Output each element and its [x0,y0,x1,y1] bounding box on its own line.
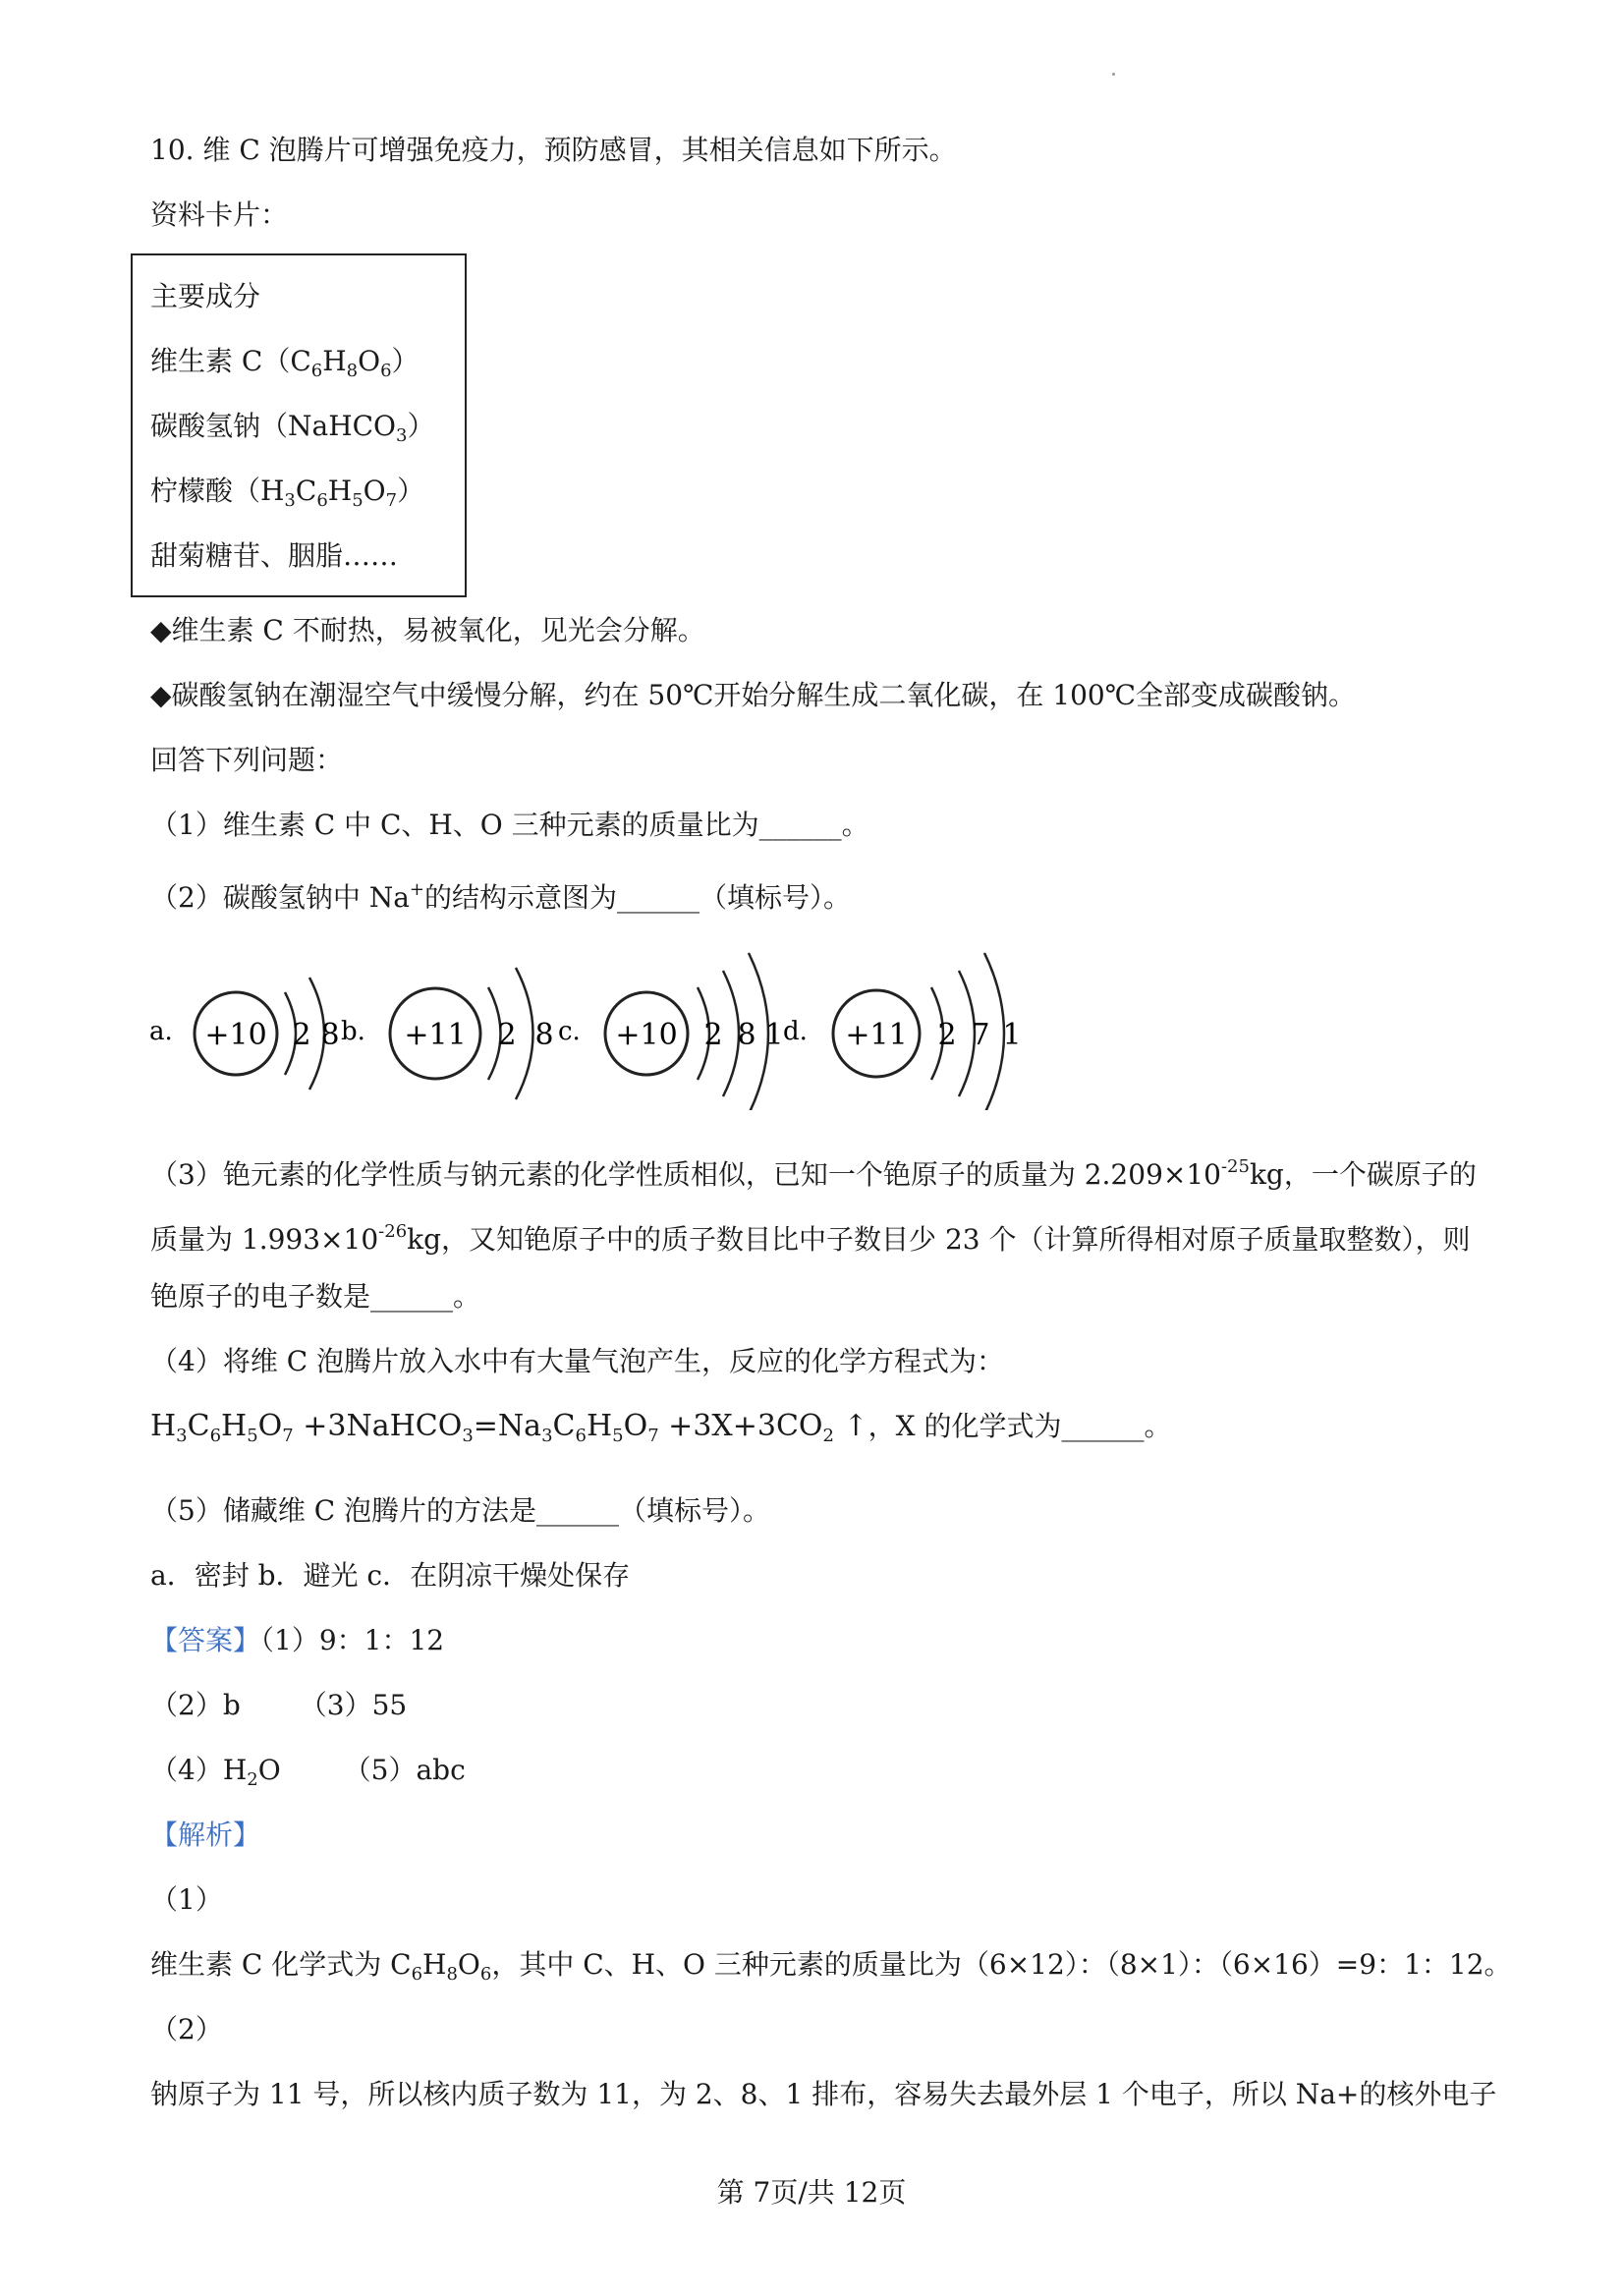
gas-arrow-icon: ↑ [843,1409,868,1443]
diagram-label-b: b. [341,1017,365,1046]
question-4-equation: $H_3C_6H_5O_7$ $+3NaHCO_3=Na_3C_6H_5O_7 +3X+3CO_2$ ↑，X 的化学式为______。 [150,1409,1172,1446]
shell-count-c-3: 1 [764,1018,784,1052]
page-speck [1112,73,1115,76]
question-3-line-2: 质量为 $1.993\times 10^{-26}kg$，又知铯原子中的质子数目比中子数目少 23 个（计算所得相对原子质量取整数），则 [150,1221,1471,1256]
fact-vitamin-c: ◆维生素 C 不耐热，易被氧化，见光会分解。 [150,614,705,646]
nucleus-charge-c: +10 [615,1018,678,1052]
card-heading: 主要成分 [150,280,261,312]
shell-count-b-2: 8 [534,1018,554,1052]
answer-line-2: （2）b （3）55 [150,1689,408,1721]
analysis-label: 【解析】 [150,1819,261,1851]
analysis-1-text: 维生素 C 化学式为 $C_6H_8O_6$，其中 C、H、O 三种元素的质量比为（6×12）：（8×1）：（6×16）=9：1：12。 [150,1948,1512,1985]
shell-count-b-1: 2 [497,1018,517,1052]
answer-prompt: 回答下列问题： [150,744,344,776]
question-5-options: a．密封 b．避光 c．在阴凉干燥处保存 [150,1559,631,1592]
page-footer: 第 7页/共 12页 [716,2176,907,2209]
question-3-line-3: 铯原子的电子数是______。 [150,1280,481,1313]
card-label: 资料卡片： [150,198,289,231]
diagram-label-a: a. [149,1017,173,1046]
question-3-line-1: （3）铯元素的化学性质与钠元素的化学性质相似，已知一个铯原子的质量为 $2.209\times 10^{-25}kg$，一个碳原子的 [150,1156,1477,1191]
analysis-2-text: 钠原子为 11 号，所以核内质子数为 11，为 2、8、1 排布，容易失去最外层 1 个电子，所以 Na+的核外电子 [150,2078,1497,2110]
shell-count-d-2: 7 [971,1018,990,1052]
diagram-label-d: d. [783,1017,808,1046]
diagram-label-c: c. [558,1017,581,1046]
diagram-a [149,978,340,1090]
shell-count-c-1: 2 [703,1018,723,1052]
nucleus-charge-d: +11 [845,1018,908,1052]
nucleus-charge-b: +11 [404,1018,467,1052]
ion-structure-diagrams [138,924,1041,1110]
analysis-1-head: （1） [150,1883,223,1916]
chemical-equation: $H_3C_6H_5O_7$ $+3NaHCO_3=Na_3C_6H_5O_7 +3X+3CO_2$ ↑ [150,1409,868,1446]
shell-count-d-1: 2 [937,1018,957,1052]
card-others: 甜菊糖苷、胭脂…… [150,539,399,572]
diagram-d [783,953,1022,1110]
shell-count-d-3: 1 [1002,1018,1022,1052]
question-1: （1）维生素 C 中 C、H、O 三种元素的质量比为______。 [150,809,869,841]
nucleus-charge-a: +10 [204,1018,267,1052]
fact-nahco3: ◆碳酸氢钠在潮湿空气中缓慢分解，约在 50℃开始分解生成二氧化碳，在 100℃全部变成碳酸钠。 [150,679,1357,711]
shell-count-a-1: 2 [292,1018,311,1052]
question-5: （5）储藏维 C 泡腾片的方法是______（填标号）。 [150,1494,771,1527]
analysis-2-head: （2） [150,2013,223,2045]
answer-line-1: 【答案】（1）9：1：12 [150,1624,445,1656]
card-nahco3: 碳酸氢钠（NaHCO$_3$） [150,410,435,446]
answer-line-3: $(4)H_2O$ （5）abc [150,1754,466,1790]
shell-count-a-2: 8 [320,1018,340,1052]
info-card [131,253,467,597]
diagram-b [341,968,554,1099]
question-4-line-1: （4）将维 C 泡腾片放入水中有大量气泡产生，反应的化学方程式为： [150,1345,1005,1377]
diagram-c [558,953,784,1110]
card-citric-acid: 柠檬酸$(H_3C_6H_5O_7)$ [150,475,425,511]
shell-arc-b-2 [516,968,533,1099]
shell-count-c-2: 8 [737,1018,756,1052]
question-title: 10. 维 C 泡腾片可增强免疫力，预防感冒，其相关信息如下所示。 [150,134,957,166]
card-vitamin-c: 维生素 $C(C_6H_8O_6)$ [150,345,420,381]
question-2: （2）碳酸氢钠中 Na+的结构示意图为______（填标号）。 [150,879,852,914]
answer-label: 【答案】 [150,1624,261,1656]
